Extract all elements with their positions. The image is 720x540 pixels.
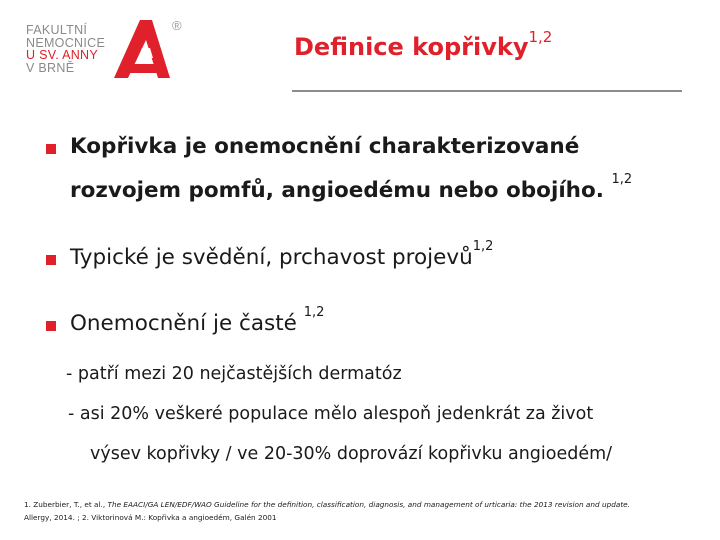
slide-title-sup: 1,2 [528,28,553,46]
bullet-3-text: Onemocnění je časté [70,311,304,337]
logo-a-mark-icon [112,18,174,80]
bullet-marker-3 [46,321,56,331]
registered-mark: ® [172,18,182,33]
slide-title [294,28,553,61]
reference-line-2: Allergy, 2014. ; 2. Viktorinová M.: Kopřivka a angioedém, Galén 2001 [24,513,277,522]
bullet-1-line-2 [70,172,633,204]
bullet-1-line-2-text: rozvojem pomfů, angioedému nebo obojího. [70,178,604,204]
logo-text [26,24,105,74]
hospital-logo [22,18,184,80]
bullet-marker-2 [46,255,56,265]
logo-line-4: V BRNĚ [26,60,75,75]
subitem-1: - patří mezi 20 nejčastějších dermatóz [66,364,402,384]
subitem-2: - asi 20% veškeré populace mělo alespoň jedenkrát za život [68,404,594,424]
bullet-1-line-1: Kopřivka je onemocnění charakterizované [70,134,580,159]
slide-title-text: Definice kopřivky [294,33,529,61]
logo-line-1: FAKULTNÍ [26,23,88,37]
reference-line-1 [24,500,630,509]
bullet-2-text: Typické je svědění, prchavost projevů [70,245,473,271]
subitem-3: výsev kopřivky / ve 20-30% doprovází kopřivku angioedém/ [90,444,613,464]
bullet-2-line-1 [70,239,494,271]
logo-line-2: NEMOCNICE [26,35,106,50]
bullet-2-sup: 1,2 [472,239,494,254]
logo-line-3: U SV. ANNY [26,48,99,62]
reference-1-title: The EAACI/GA LEN/EDF/WAO Guideline for the definition, classification, diagnosis, and management of urticaria: the 2013 revision and update. [107,500,630,509]
bullet-3-sup: 1,2 [303,305,325,320]
bullet-marker-1 [46,144,56,154]
title-underline [292,90,682,92]
bullet-1-sup: 1,2 [611,172,633,187]
bullet-3-line-1 [70,305,325,337]
reference-1-prefix: 1. Zuberbier, T., et al., [24,500,108,509]
